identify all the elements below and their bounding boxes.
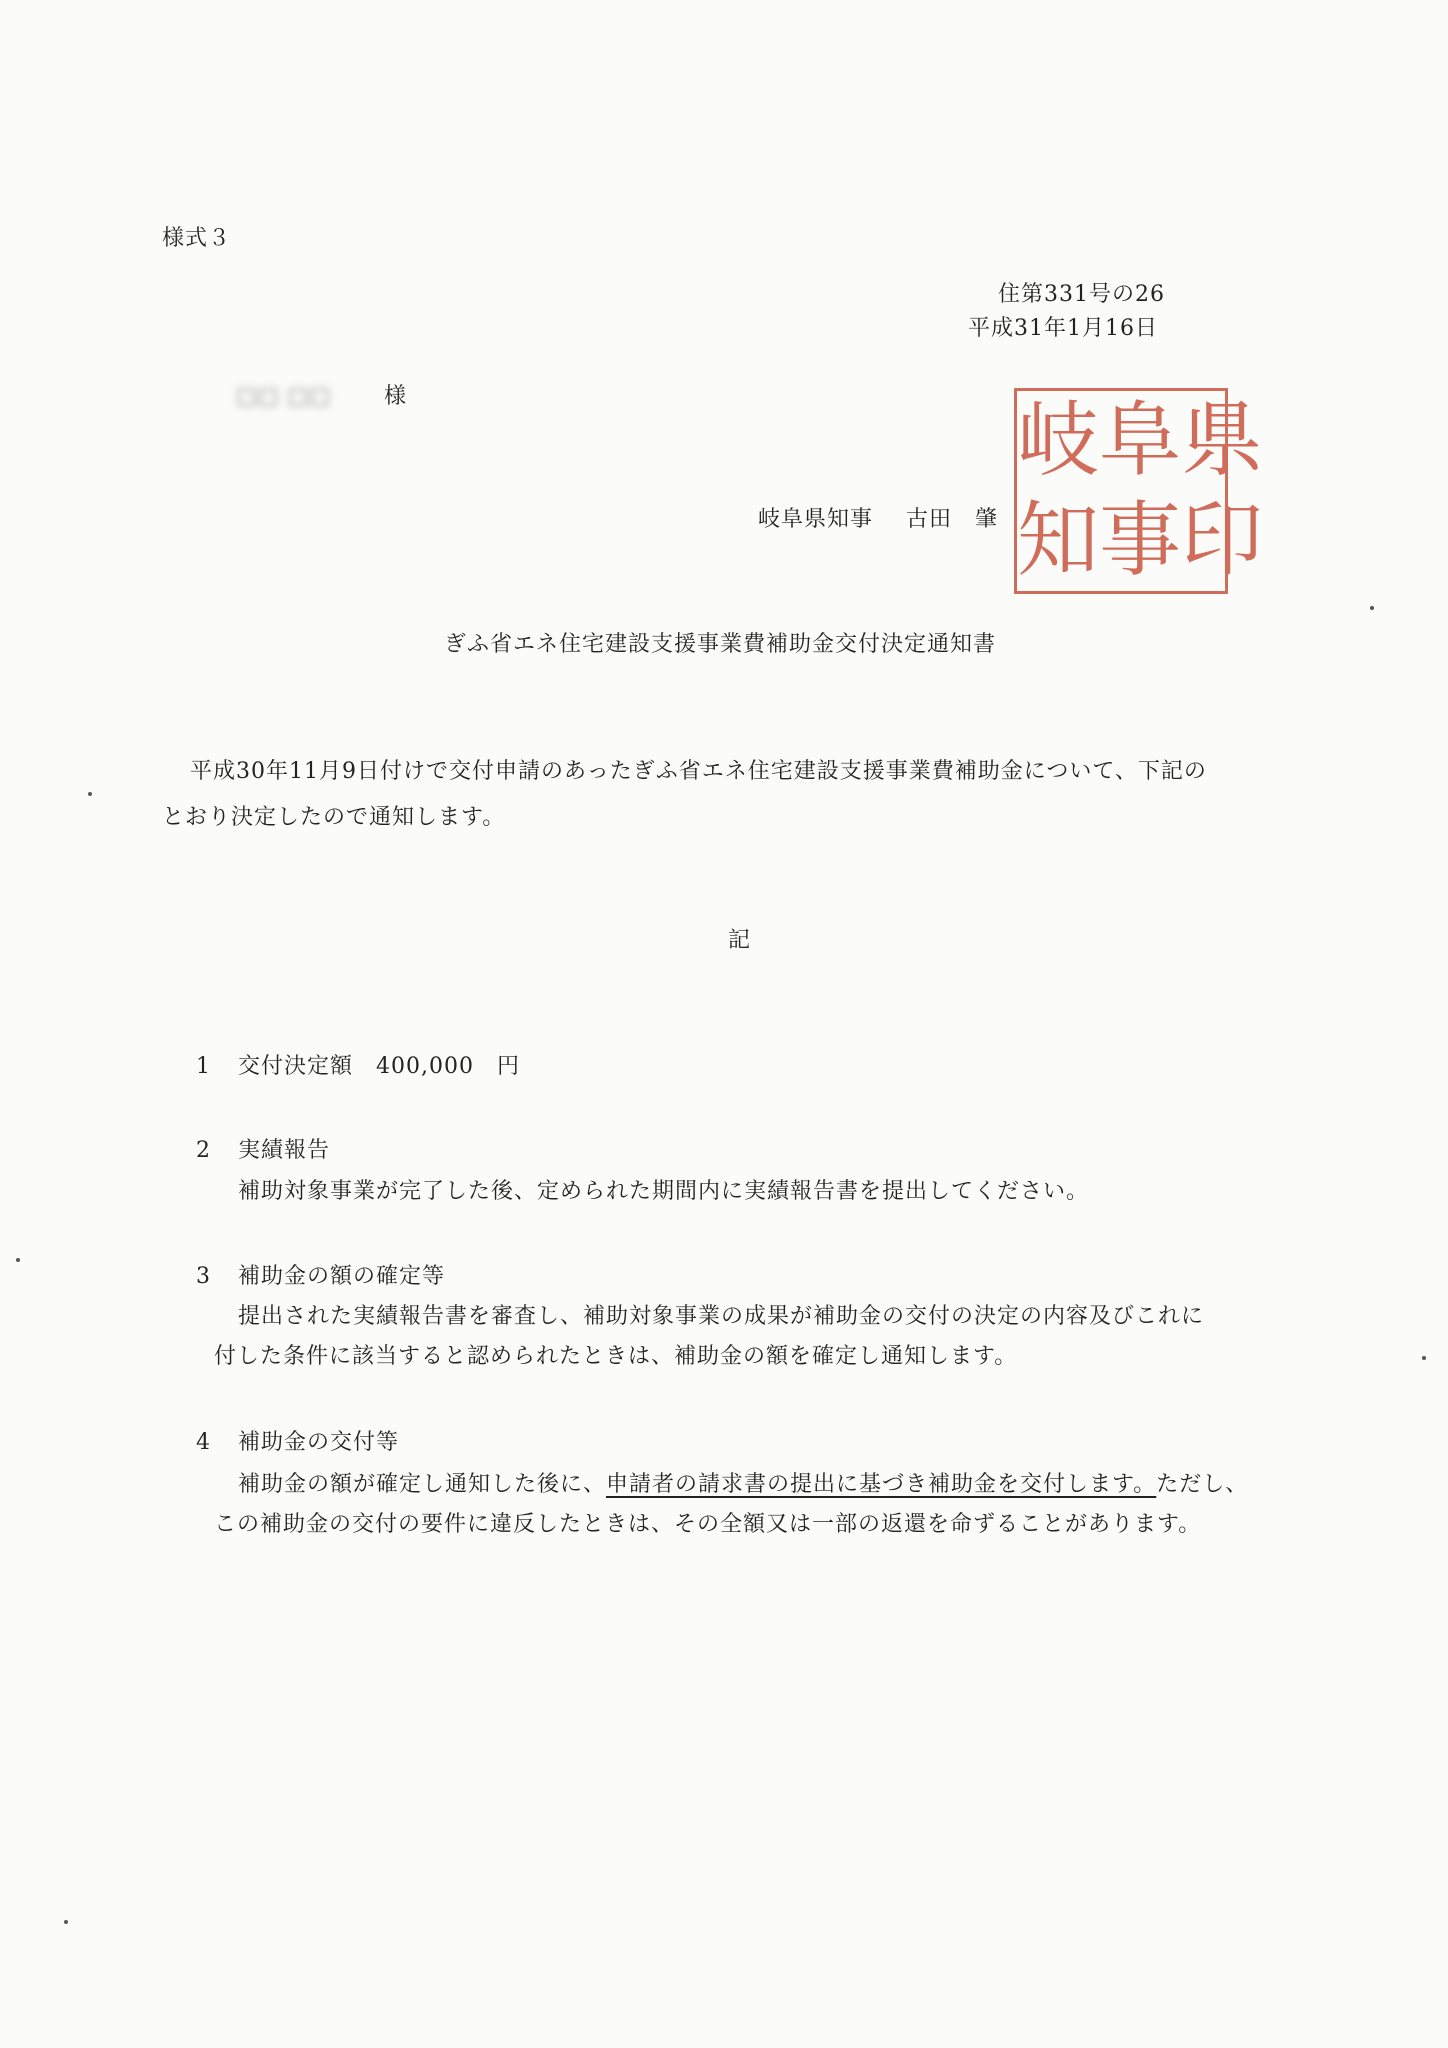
seal-char: 岐 — [1017, 393, 1100, 488]
seal-char: 県 — [1181, 393, 1264, 488]
item-text: この補助金の交付の要件に違反したときは、その全額又は一部の返還を命ずることがあります。 — [214, 1512, 1202, 1537]
scan-speck — [1422, 1356, 1426, 1360]
scan-speck — [88, 792, 92, 796]
seal-char: 事 — [1099, 493, 1182, 588]
official-seal — [1014, 388, 1264, 594]
form-label: 様式３ — [162, 226, 232, 251]
item-heading: 補助金の額の確定等 — [238, 1264, 446, 1289]
body-line-1: 平成30年11月9日付けで交付申請のあったぎふ省エネ住宅建設支援事業費補助金について、下記の — [190, 759, 1207, 784]
grant-amount: 交付決定額 400,000 円 — [238, 1054, 520, 1079]
item-heading: 補助金の交付等 — [238, 1430, 400, 1455]
body-line-2: とおり決定したので通知します。 — [162, 805, 506, 830]
recipient-honorific: 様 — [384, 384, 408, 409]
item-heading: 実績報告 — [238, 1138, 331, 1163]
item-text: 付した条件に該当すると認められたときは、補助金の額を確定し通知します。 — [214, 1344, 1018, 1369]
item-text: 補助対象事業が完了した後、定められた期間内に実績報告書を提出してください。 — [238, 1179, 1090, 1204]
ki-heading: 記 — [728, 928, 752, 953]
text-segment: 補助金の額が確定し通知した後に、 — [238, 1472, 607, 1497]
seal-char: 印 — [1181, 493, 1264, 588]
item-number: 2 — [196, 1138, 211, 1163]
document-number: 住第331号の26 — [998, 282, 1165, 307]
issue-date: 平成31年1月16日 — [968, 316, 1158, 341]
underlined-text: 申請者の請求書の提出に基づき補助金を交付します。 — [606, 1472, 1157, 1497]
text-segment: ただし、 — [1156, 1472, 1249, 1497]
item-number: 1 — [196, 1054, 211, 1079]
seal-char: 阜 — [1099, 393, 1182, 488]
document-title: ぎふ省エネ住宅建設支援事業費補助金交付決定通知書 — [444, 632, 997, 657]
scan-speck — [1370, 606, 1374, 610]
sender-title: 岐阜県知事 — [758, 507, 874, 532]
item-text: 提出された実績報告書を審査し、補助対象事業の成果が補助金の交付の決定の内容及びこれに — [238, 1304, 1205, 1329]
recipient-name: □□ □□ — [236, 384, 332, 409]
item-number: 4 — [196, 1430, 211, 1455]
sender-name: 古田 肇 — [906, 507, 999, 532]
item-number: 3 — [196, 1264, 211, 1289]
scan-speck — [64, 1920, 68, 1924]
scan-speck — [16, 1258, 20, 1262]
seal-char: 知 — [1017, 493, 1100, 588]
item-text — [238, 1470, 1248, 1500]
